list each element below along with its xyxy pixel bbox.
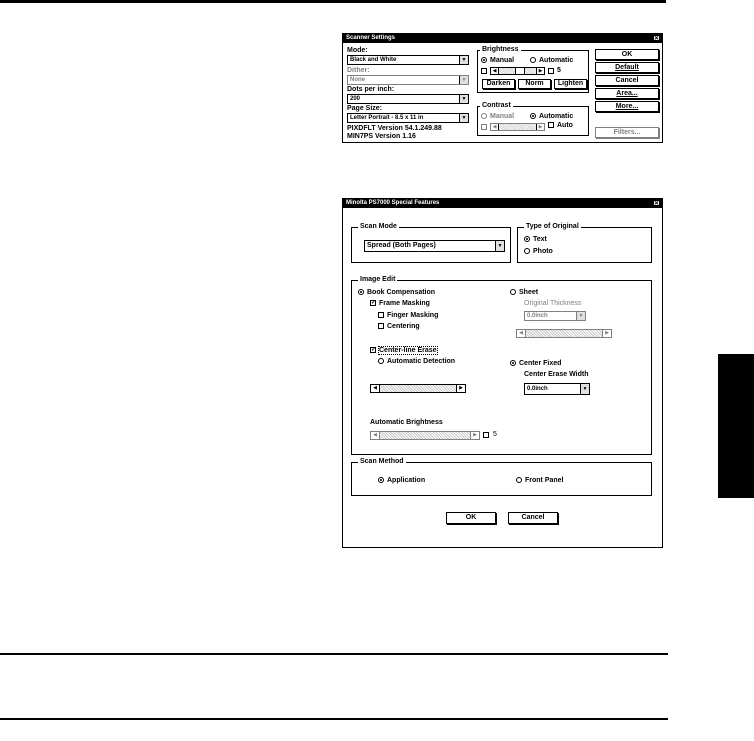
- brightness-value-box: [548, 68, 554, 74]
- brightness-group-label: Brightness: [482, 46, 519, 53]
- automatic-brightness-label: Automatic Brightness: [370, 419, 443, 426]
- center-fixed-label: Center Fixed: [519, 360, 562, 367]
- brightness-manual-radio[interactable]: [481, 57, 514, 64]
- type-text-radio[interactable]: [524, 236, 547, 243]
- center-line-erase-checkbox[interactable]: [370, 347, 437, 354]
- contrast-group: [477, 102, 589, 136]
- finger-masking-checkbox[interactable]: [378, 312, 438, 319]
- area-button[interactable]: Area...: [595, 88, 659, 99]
- finger-masking-label: Finger Masking: [387, 312, 439, 319]
- dither-label: Dither:: [347, 67, 370, 74]
- type-text-label: Text: [533, 236, 547, 243]
- page-size-label: Page Size:: [347, 105, 383, 112]
- scanner-settings-window: [342, 33, 663, 143]
- chevron-down-icon: ▼: [495, 241, 504, 251]
- chevron-down-icon: ▼: [576, 312, 585, 320]
- type-of-original-group: [517, 223, 652, 263]
- front-panel-label: Front Panel: [525, 477, 564, 484]
- type-of-original-group-label: Type of Original: [526, 223, 579, 230]
- scan-method-group-label: Scan Method: [360, 458, 404, 465]
- image-edit-group-label: Image Edit: [360, 276, 396, 283]
- arrow-left-icon: ◀: [517, 330, 526, 337]
- brightness-manual-label: Manual: [490, 57, 515, 64]
- contrast-manual-radio[interactable]: [481, 113, 514, 120]
- dpi-select[interactable]: [347, 94, 469, 104]
- contrast-checkbox[interactable]: [481, 124, 487, 130]
- book-compensation-label: Book Compensation: [367, 289, 436, 296]
- mode-label: Mode:: [347, 47, 368, 54]
- radio-selected-icon: [530, 113, 536, 119]
- automatic-brightness-checkbox[interactable]: [483, 432, 489, 438]
- arrow-right-icon: ▶: [470, 432, 479, 439]
- brightness-value: 5: [557, 67, 561, 74]
- center-erase-width-label: Center Erase Width: [524, 371, 589, 378]
- brightness-group: [477, 46, 589, 93]
- radio-selected-icon: [378, 477, 384, 483]
- scrollbar-track: [526, 330, 602, 337]
- mode-select-value: Black and White: [350, 57, 397, 63]
- radio-icon: [481, 113, 487, 119]
- top-rule: [0, 0, 666, 3]
- center-fixed-radio[interactable]: [510, 360, 561, 367]
- contrast-auto-checkbox[interactable]: [548, 122, 573, 129]
- frame-masking-checkbox[interactable]: [370, 300, 430, 307]
- sheet-radio[interactable]: [510, 289, 538, 296]
- darken-button[interactable]: Darken: [482, 79, 515, 89]
- arrow-right-icon: ▶: [456, 385, 465, 392]
- brightness-automatic-label: Automatic: [539, 57, 574, 64]
- scrollbar-track: [380, 385, 456, 392]
- scanner-settings-title: Scanner Settings: [346, 35, 396, 41]
- mode-select[interactable]: [347, 55, 469, 65]
- chevron-down-icon: ▼: [459, 76, 468, 84]
- center-erase-scrollbar[interactable]: [370, 384, 466, 393]
- frame-masking-label: Frame Masking: [379, 300, 430, 307]
- norm-button[interactable]: Norm: [518, 79, 551, 89]
- version-line-2: MIN7PS Version 1.16: [347, 133, 416, 140]
- automatic-brightness-value: 5: [493, 431, 497, 438]
- scan-mode-select[interactable]: [364, 240, 505, 252]
- checkbox-checked-icon: ✓: [371, 347, 377, 354]
- image-edit-group: [351, 276, 652, 455]
- close-icon[interactable]: ✕: [654, 36, 660, 42]
- close-icon[interactable]: ✕: [654, 201, 660, 207]
- ok-button[interactable]: OK: [595, 49, 659, 60]
- lighten-button[interactable]: Lighten: [554, 79, 587, 89]
- brightness-slider[interactable]: [490, 67, 545, 75]
- scan-mode-group-label: Scan Mode: [360, 223, 397, 230]
- radio-icon: [510, 289, 516, 295]
- more-button[interactable]: More...: [595, 101, 659, 112]
- contrast-group-label: Contrast: [482, 102, 511, 109]
- contrast-manual-label: Manual: [490, 113, 515, 120]
- radio-selected-icon: [358, 289, 364, 295]
- dither-select[interactable]: [347, 75, 469, 85]
- arrow-right-icon: ▶: [602, 330, 611, 337]
- arrow-left-icon: ◀: [371, 432, 380, 439]
- sheet-label: Sheet: [519, 289, 539, 296]
- page-size-select[interactable]: [347, 113, 469, 123]
- checkbox-icon: [378, 323, 384, 329]
- chevron-down-icon: ▼: [459, 56, 468, 64]
- application-radio[interactable]: [378, 477, 425, 484]
- automatic-brightness-slider[interactable]: [370, 431, 480, 440]
- cancel-button[interactable]: Cancel: [508, 512, 558, 524]
- cancel-button[interactable]: Cancel: [595, 75, 659, 86]
- ok-button[interactable]: OK: [446, 512, 496, 524]
- contrast-slider[interactable]: [490, 123, 545, 131]
- scan-method-group: [351, 458, 652, 496]
- chevron-down-icon: ▼: [459, 114, 468, 122]
- centering-label: Centering: [387, 323, 420, 330]
- scan-mode-select-value: Spread (Both Pages): [367, 242, 436, 249]
- centering-checkbox[interactable]: [378, 323, 420, 330]
- arrow-left-icon: ◀: [491, 124, 499, 130]
- original-thickness-value: 0.0inch: [527, 313, 548, 319]
- chevron-down-icon: ▼: [580, 384, 589, 394]
- book-compensation-radio[interactable]: [358, 289, 435, 296]
- radio-icon: [524, 248, 530, 254]
- type-photo-radio[interactable]: [524, 248, 553, 255]
- radio-icon: [530, 57, 536, 63]
- version-line-1: PIXDFLT Version 54.1.249.88: [347, 125, 442, 132]
- slider-thumb[interactable]: [515, 68, 525, 74]
- radio-selected-icon: [481, 57, 487, 63]
- contrast-automatic-label: Automatic: [539, 113, 574, 120]
- automatic-detection-label: Automatic Detection: [387, 358, 456, 365]
- contrast-automatic-radio[interactable]: [530, 113, 573, 120]
- special-features-window: [342, 198, 663, 548]
- arrow-right-icon: ▶: [536, 124, 544, 130]
- arrow-left-icon: ◀: [371, 385, 380, 392]
- radio-selected-icon: [510, 360, 516, 366]
- center-line-erase-label: Center-line Erase: [379, 347, 437, 354]
- checkbox-icon: [548, 122, 554, 128]
- automatic-detection-radio[interactable]: [378, 358, 455, 365]
- brightness-automatic-radio[interactable]: [530, 57, 573, 64]
- radio-icon: [378, 358, 384, 364]
- scan-mode-group: [351, 223, 511, 263]
- dpi-select-value: 200: [350, 96, 361, 102]
- original-thickness-scrollbar[interactable]: [516, 329, 612, 338]
- checkbox-checked-icon: ✓: [371, 300, 377, 307]
- radio-icon: [516, 477, 522, 483]
- front-panel-radio[interactable]: [516, 477, 564, 484]
- brightness-checkbox[interactable]: [481, 68, 487, 74]
- side-tab: [718, 354, 754, 498]
- footer-rule-top: [0, 653, 668, 655]
- slider-track: [380, 432, 470, 439]
- filters-button[interactable]: Filters...: [595, 127, 659, 138]
- chevron-down-icon: ▼: [459, 95, 468, 103]
- type-photo-label: Photo: [533, 248, 553, 255]
- checkbox-icon: [378, 312, 384, 318]
- page-size-select-value: Letter Portrait - 8.5 x 11 in: [350, 115, 424, 121]
- original-thickness-label: Original Thickness: [524, 300, 582, 307]
- application-label: Application: [387, 477, 426, 484]
- scanner-settings-title-bar: [343, 34, 662, 43]
- contrast-auto-label: Auto: [557, 122, 573, 129]
- arrow-right-icon: ▶: [536, 68, 544, 74]
- radio-selected-icon: [524, 236, 530, 242]
- special-features-title: Minolta PS7000 Special Features: [346, 200, 440, 206]
- arrow-left-icon: ◀: [491, 68, 499, 74]
- special-features-title-bar: [343, 199, 662, 208]
- original-thickness-select[interactable]: [524, 311, 586, 321]
- center-erase-width-select[interactable]: [524, 383, 590, 395]
- dpi-label: Dots per inch:: [347, 86, 395, 93]
- default-button[interactable]: Default: [595, 62, 659, 73]
- dither-select-value: None: [350, 77, 365, 83]
- center-erase-width-value: 0.0inch: [527, 386, 548, 392]
- footer-rule-bottom: [0, 718, 668, 720]
